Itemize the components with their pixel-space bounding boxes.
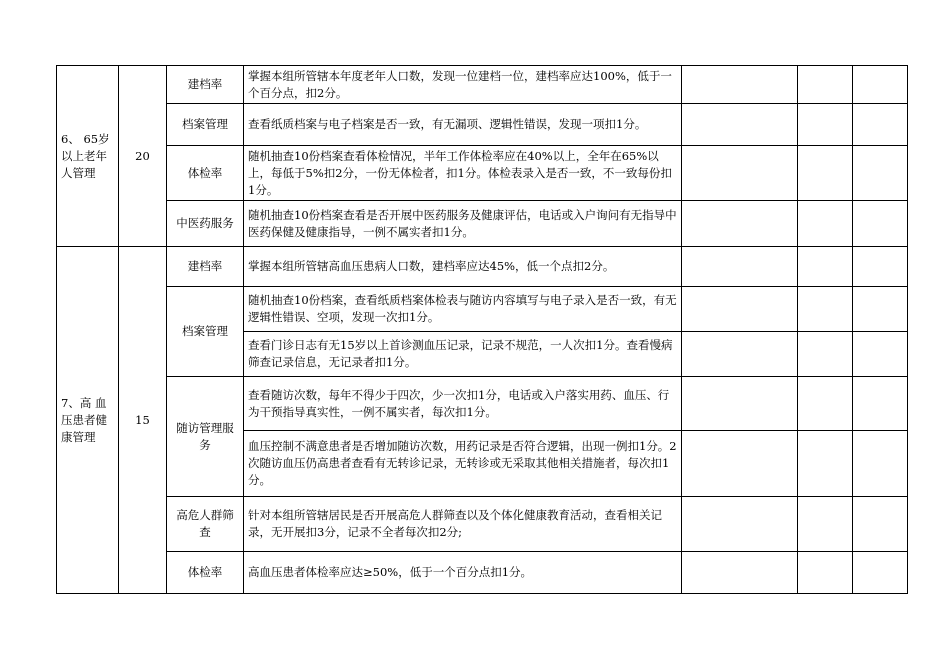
blank-cell [682, 146, 798, 201]
sub-item: 体检率 [167, 146, 244, 201]
table-row [57, 377, 908, 431]
table-row [57, 201, 908, 247]
criteria-text: 随机抽查10份档案查看是否开展中医药服务及健康评估，电话或入户询问有无指导中医药保健及健康指导，一例不属实者扣1分。 [244, 201, 682, 247]
table-row [57, 146, 908, 201]
blank-cell [798, 104, 853, 146]
blank-cell [798, 146, 853, 201]
blank-cell [798, 287, 853, 332]
sub-item: 建档率 [167, 66, 244, 104]
criteria-text: 高血压患者体检率应达≥50%，低于一个百分点扣1分。 [244, 552, 682, 594]
blank-cell [853, 332, 908, 377]
criteria-text: 查看纸质档案与电子档案是否一致，有无漏项、逻辑性错误，发现一项扣1分。 [244, 104, 682, 146]
sub-item: 建档率 [167, 247, 244, 287]
item-name-hypertension: 7、高 血压患者健康管理 [57, 247, 119, 594]
item-score-hypertension: 15 [119, 247, 167, 594]
table-row [57, 104, 908, 146]
blank-cell [682, 431, 798, 497]
blank-cell [798, 201, 853, 247]
blank-cell [798, 377, 853, 431]
sub-item: 档案管理 [167, 104, 244, 146]
blank-cell [682, 201, 798, 247]
item-name-elderly: 6、 65岁以上老年人管理 [57, 66, 119, 247]
blank-cell [853, 497, 908, 552]
criteria-text: 随机抽查10份档案查看体检情况，半年工作体检率应在40%以上，全年在65%以上，每低于5%扣2分，一份无体检者，扣1分。体检表录入是否一致，不一致每份扣1分。 [244, 146, 682, 201]
criteria-text: 血压控制不满意患者是否增加随访次数，用药记录是否符合逻辑，出现一例扣1分。2次随访血压仍高患者查看有无转诊记录，无转诊或无采取其他相关措施者，每次扣1分。 [244, 431, 682, 497]
sub-item: 随访管理服务 [167, 377, 244, 497]
criteria-text: 查看门诊日志有无15岁以上首诊测血压记录，记录不规范，一人次扣1分。查看慢病筛查记录信息，无记录者扣1分。 [244, 332, 682, 377]
blank-cell [853, 552, 908, 594]
table-row [57, 247, 908, 287]
blank-cell [682, 377, 798, 431]
blank-cell [853, 104, 908, 146]
table-row [57, 552, 908, 594]
sub-item: 体检率 [167, 552, 244, 594]
table-row [57, 497, 908, 552]
criteria-text: 掌握本组所管辖本年度老年人口数，发现一位建档一位，建档率应达100%，低于一个百分点，扣2分。 [244, 66, 682, 104]
sub-item: 高危人群筛查 [167, 497, 244, 552]
blank-cell [682, 247, 798, 287]
blank-cell [853, 66, 908, 104]
blank-cell [853, 247, 908, 287]
blank-cell [798, 431, 853, 497]
criteria-text: 查看随访次数，每年不得少于四次，少一次扣1分，电话或入户落实用药、血压、行为干预指导真实性，一例不属实者，每次扣1分。 [244, 377, 682, 431]
blank-cell [682, 497, 798, 552]
item-score-elderly: 20 [119, 66, 167, 247]
blank-cell [682, 104, 798, 146]
sub-item: 中医药服务 [167, 201, 244, 247]
criteria-text: 掌握本组所管辖高血压患病人口数，建档率应达45%，低一个点扣2分。 [244, 247, 682, 287]
blank-cell [798, 247, 853, 287]
blank-cell [853, 201, 908, 247]
blank-cell [853, 146, 908, 201]
blank-cell [798, 332, 853, 377]
blank-cell [798, 497, 853, 552]
blank-cell [682, 287, 798, 332]
table-row [57, 287, 908, 332]
blank-cell [682, 332, 798, 377]
blank-cell [798, 552, 853, 594]
sub-item: 档案管理 [167, 287, 244, 377]
blank-cell [682, 66, 798, 104]
blank-cell [853, 377, 908, 431]
criteria-text: 针对本组所管辖居民是否开展高危人群筛查以及个体化健康教育活动，查看相关记录，无开展扣3分，记录不全者每次扣2分; [244, 497, 682, 552]
blank-cell [853, 431, 908, 497]
assessment-table [56, 65, 908, 594]
blank-cell [853, 287, 908, 332]
blank-cell [682, 552, 798, 594]
criteria-text: 随机抽查10份档案，查看纸质档案体检表与随访内容填写与电子录入是否一致，有无逻辑性错误、空项，发现一次扣1分。 [244, 287, 682, 332]
table-row [57, 66, 908, 104]
blank-cell [798, 66, 853, 104]
